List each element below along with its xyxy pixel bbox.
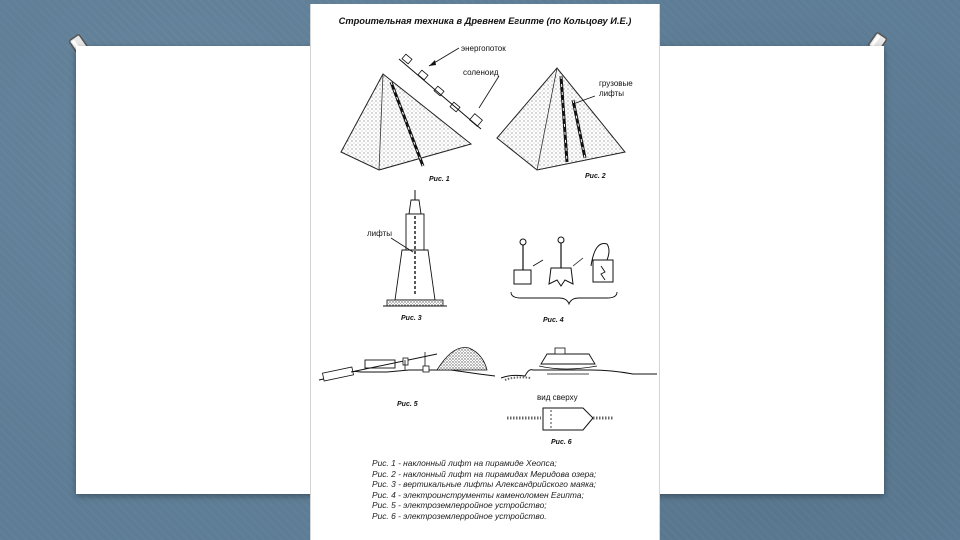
figure-2 [497, 68, 633, 180]
legend-line-2: Рис. 2 - наклонный лифт на пирамидах Меридова озера; [372, 468, 597, 479]
legend-line-3: Рис. 3 - вертикальные лифты Александрийского маяка; [372, 479, 597, 490]
legend-line-5: Рис. 5 - электроземлерройное устройство; [372, 500, 547, 511]
fig6-label-top-view: вид сверху [537, 393, 578, 402]
fig1-caption: Рис. 1 [429, 176, 450, 183]
figure-6 [501, 348, 657, 446]
fig2-caption: Рис. 2 [585, 173, 606, 180]
figure-5 [319, 347, 495, 408]
figure-3 [367, 190, 447, 322]
fig2-label-lifts: лифты [599, 89, 624, 98]
legend-line-4: Рис. 4 - электроинструменты каменоломен Египта; [372, 489, 584, 500]
fig5-caption: Рис. 5 [397, 401, 418, 408]
fig4-caption: Рис. 4 [543, 317, 564, 324]
fig3-label-lifts: лифты [367, 229, 392, 238]
fig6-caption: Рис. 6 [551, 439, 572, 446]
legend-line-1: Рис. 1 - наклонный лифт на пирамиде Хеопса; [372, 458, 557, 468]
figure-4 [511, 237, 617, 324]
legend-line-6: Рис. 6 - электроземлерройное устройство. [372, 510, 547, 521]
document-page [310, 4, 660, 540]
fig3-caption: Рис. 3 [401, 315, 422, 322]
figure-1 [341, 44, 506, 183]
figure-legend [372, 458, 657, 522]
document-title: Строительная техника в Древнем Египте (по Кольцову И.Е.) [338, 16, 632, 26]
fig1-label-solenoid: соленоид [463, 68, 499, 77]
fig2-label-cargo: грузовые [599, 79, 633, 88]
figures-drawing [311, 4, 659, 454]
fig1-label-energy-flow: энергопоток [461, 44, 506, 53]
